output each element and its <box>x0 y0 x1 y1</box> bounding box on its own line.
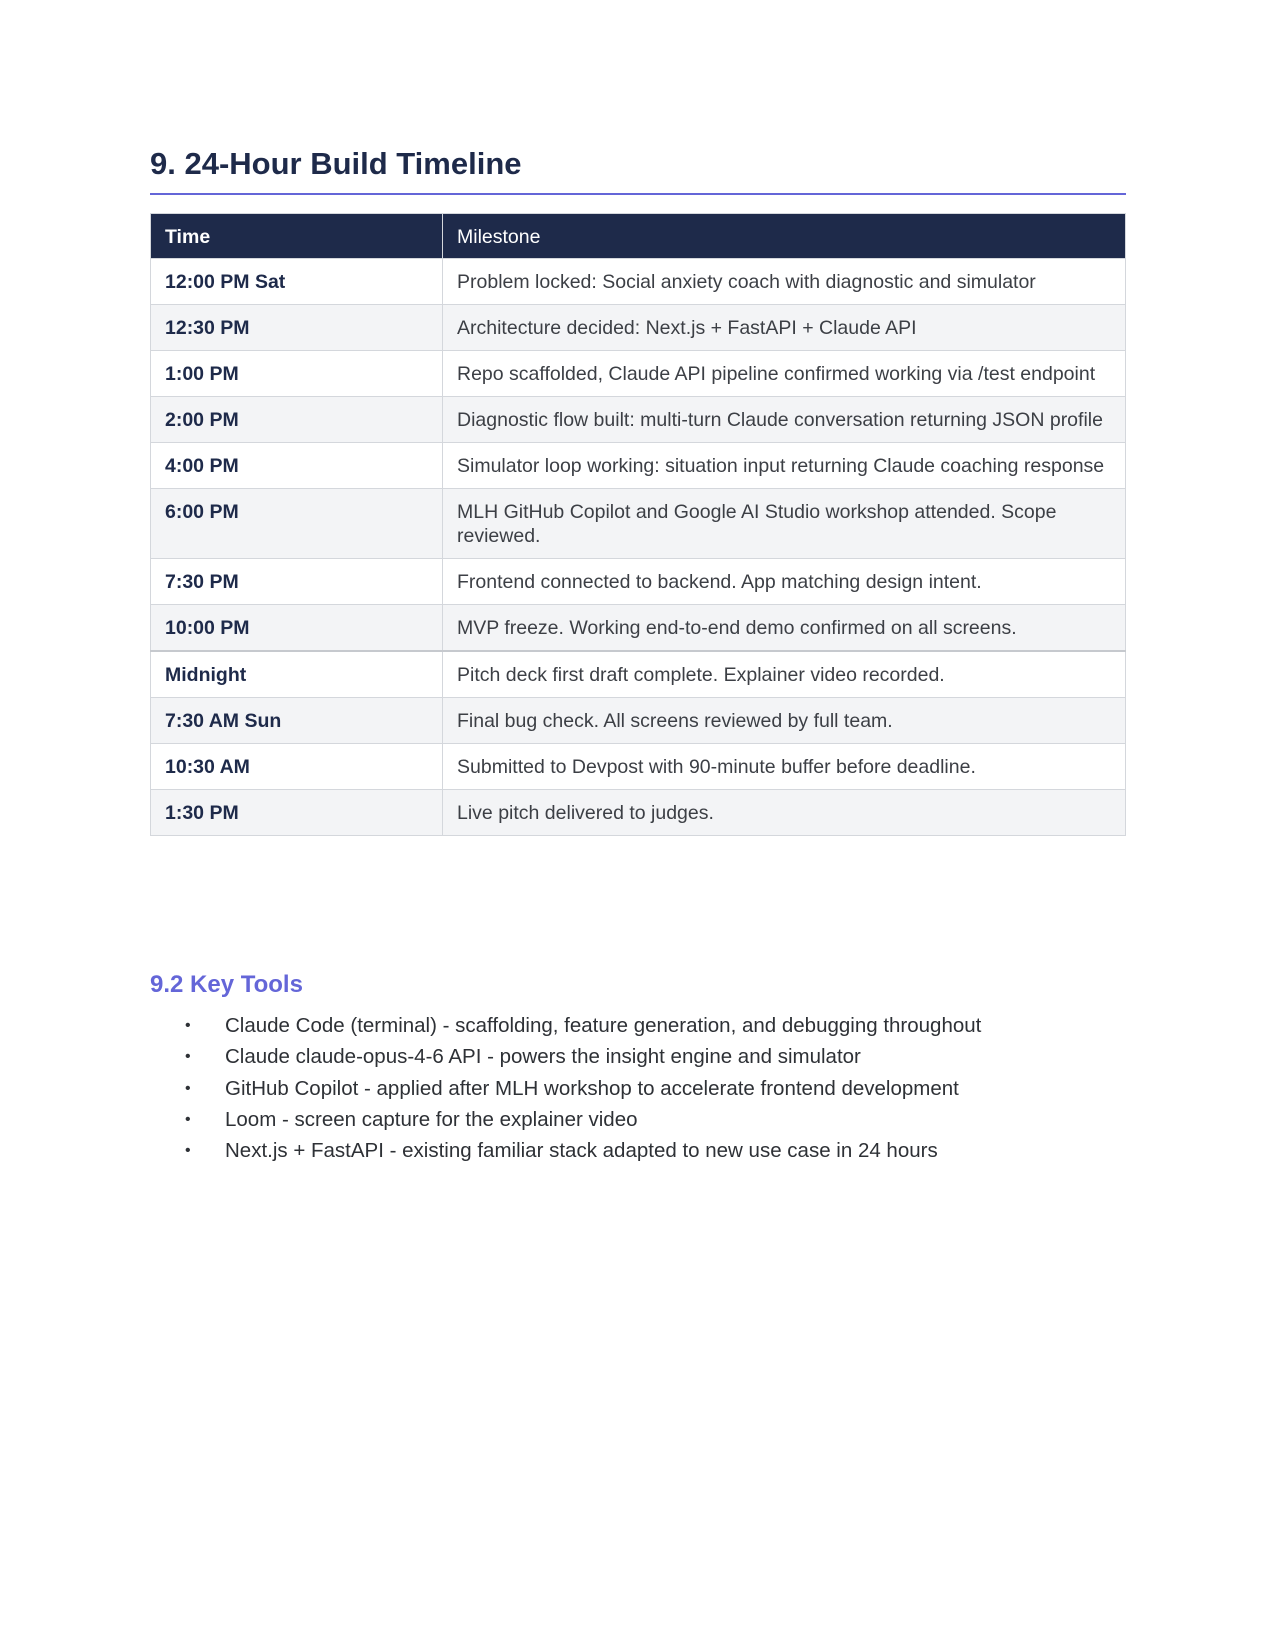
list-item-text: Claude claude-opus-4-6 API - powers the insight engine and simulator <box>225 1045 861 1069</box>
row-time: 12:30 PM <box>151 305 443 351</box>
table-header-row <box>151 214 1126 259</box>
table-row <box>151 259 1126 305</box>
key-tools-list <box>150 1010 981 1166</box>
list-item <box>150 1041 981 1072</box>
table-row <box>151 443 1126 489</box>
list-item <box>150 1104 981 1135</box>
row-milestone: MVP freeze. Working end-to-end demo confirmed on all screens. <box>443 605 1126 652</box>
row-time: Midnight <box>151 651 443 698</box>
list-item-text: GitHub Copilot - applied after MLH workshop to accelerate frontend development <box>225 1076 959 1100</box>
row-milestone: MLH GitHub Copilot and Google AI Studio workshop attended. Scope reviewed. <box>443 489 1126 559</box>
table-row <box>151 790 1126 836</box>
list-item-text: Next.js + FastAPI - existing familiar stack adapted to new use case in 24 hours <box>225 1139 938 1163</box>
list-item <box>150 1010 981 1041</box>
row-time: 1:00 PM <box>151 351 443 397</box>
row-time: 6:00 PM <box>151 489 443 559</box>
row-time: 7:30 PM <box>151 559 443 605</box>
table-row <box>151 489 1126 559</box>
list-item <box>150 1135 981 1166</box>
header-milestone: Milestone <box>443 214 1126 259</box>
row-time: 10:30 AM <box>151 744 443 790</box>
table-row <box>151 351 1126 397</box>
row-milestone: Frontend connected to backend. App matching design intent. <box>443 559 1126 605</box>
row-milestone: Live pitch delivered to judges. <box>443 790 1126 836</box>
list-item-text: Claude Code (terminal) - scaffolding, feature generation, and debugging throughout <box>225 1014 982 1037</box>
bullet-icon: • <box>185 1048 191 1066</box>
row-milestone: Pitch deck first draft complete. Explainer video recorded. <box>443 651 1126 698</box>
table-row <box>151 651 1126 698</box>
row-time: 7:30 AM Sun <box>151 698 443 744</box>
list-item <box>150 1073 981 1104</box>
row-time: 4:00 PM <box>151 443 443 489</box>
title-underline <box>150 193 1126 195</box>
row-milestone: Simulator loop working: situation input returning Claude coaching response <box>443 443 1126 489</box>
row-milestone: Problem locked: Social anxiety coach with diagnostic and simulator <box>443 259 1126 305</box>
table-row <box>151 744 1126 790</box>
table-row <box>151 605 1126 652</box>
key-tools-heading: 9.2 Key Tools <box>150 971 303 998</box>
timeline-table <box>150 213 1126 836</box>
row-time: 2:00 PM <box>151 397 443 443</box>
table-row <box>151 559 1126 605</box>
row-time: 10:00 PM <box>151 605 443 652</box>
bullet-icon: • <box>185 1142 191 1160</box>
row-milestone: Submitted to Devpost with 90-minute buffer before deadline. <box>443 744 1126 790</box>
bullet-icon: • <box>185 1017 191 1034</box>
row-milestone: Architecture decided: Next.js + FastAPI + Claude API <box>443 305 1126 351</box>
table-row <box>151 397 1126 443</box>
row-milestone: Diagnostic flow built: multi-turn Claude conversation returning JSON profile <box>443 397 1126 443</box>
bullet-icon: • <box>185 1110 191 1128</box>
table-row <box>151 698 1126 744</box>
table-row <box>151 305 1126 351</box>
header-time: Time <box>151 214 443 259</box>
row-time: 1:30 PM <box>151 790 443 836</box>
list-item-text: Loom - screen capture for the explainer video <box>225 1107 638 1131</box>
row-milestone: Final bug check. All screens reviewed by full team. <box>443 698 1126 744</box>
row-milestone: Repo scaffolded, Claude API pipeline confirmed working via /test endpoint <box>443 351 1126 397</box>
row-time: 12:00 PM Sat <box>151 259 443 305</box>
section-title: 9. 24-Hour Build Timeline <box>150 146 522 181</box>
bullet-icon: • <box>185 1079 191 1097</box>
